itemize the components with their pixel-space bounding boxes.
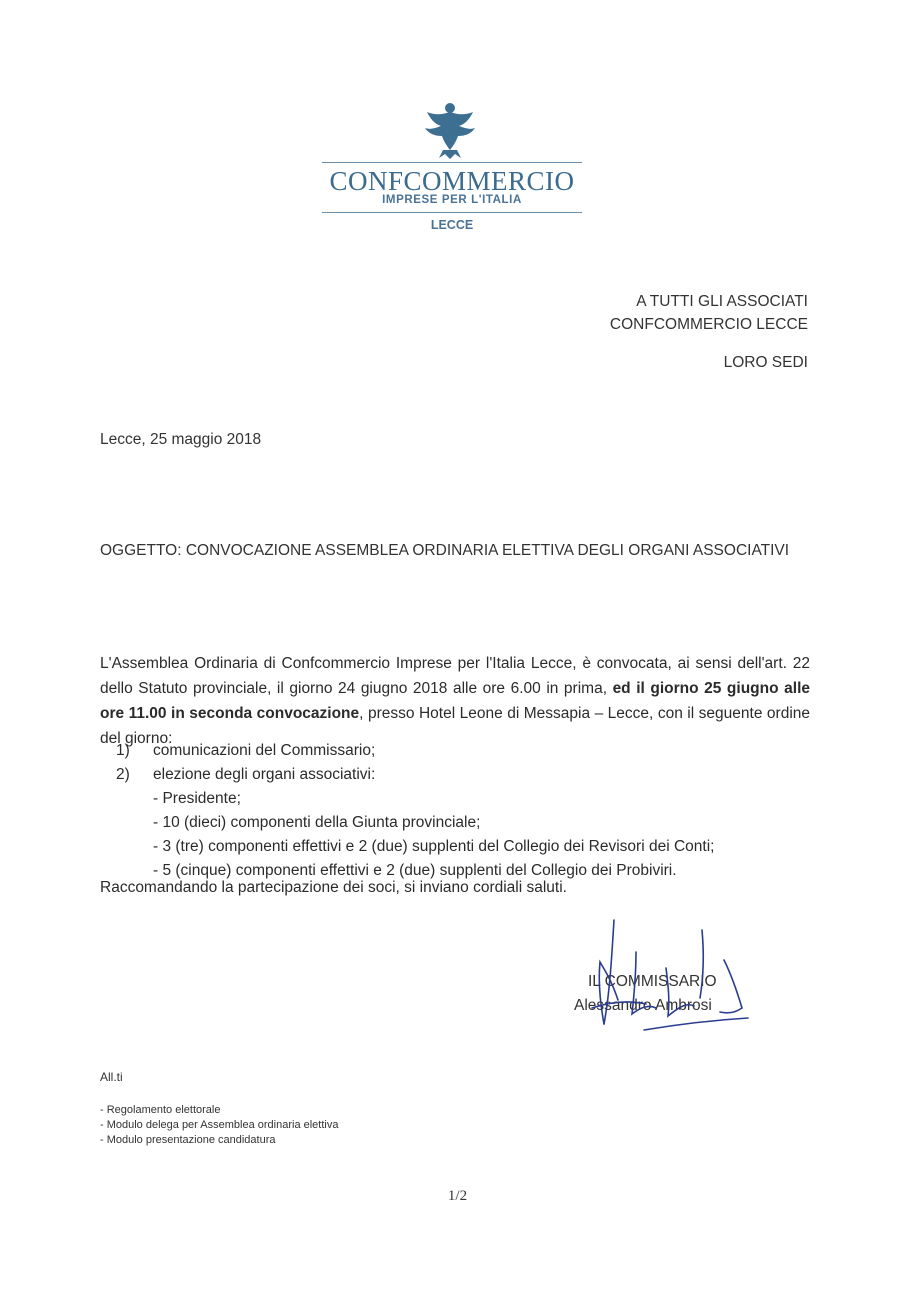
agenda-subitem-3: - 3 (tre) componenti effettivi e 2 (due) supplenti del Collegio dei Revisori dei Conti; <box>153 838 715 855</box>
agenda-item-2 <box>116 763 714 787</box>
handwritten-signature <box>570 912 760 1042</box>
agenda-item-2-text: elezione degli organi associativi: <box>153 766 376 783</box>
brand-name: CONFCOMMERCIO <box>329 166 575 196</box>
eagle-emblem-icon <box>415 98 485 160</box>
brand-city: LECCE <box>430 218 474 232</box>
attachment-item: - Modulo delega per Assemblea ordinaria elettiva <box>100 1119 339 1131</box>
recipient-line-1: A TUTTI GLI ASSOCIATI <box>636 293 808 310</box>
attachments-list <box>100 1103 338 1148</box>
letter-body <box>100 651 810 751</box>
signatory-role: IL COMMISSARIO <box>588 973 717 990</box>
agenda-item-1-number: 1) <box>116 742 130 759</box>
agenda-list <box>116 739 714 883</box>
attachment-item: - Regolamento elettorale <box>100 1104 221 1116</box>
body-text-bold: ed il giorno 25 giugno alle ore 11.00 in seconda convocazione <box>100 680 810 722</box>
letter-date: Lecce, 25 maggio 2018 <box>100 431 262 448</box>
letterhead-bottom-rule <box>322 212 582 213</box>
letter-subject: OGGETTO: CONVOCAZIONE ASSEMBLEA ORDINARIA ELETTIVA DEGLI ORGANI ASSOCIATIVI <box>100 542 790 559</box>
body-text-2: , presso Hotel Leone di Messapia – Lecce, con il seguente ordine del giorno: <box>100 705 811 747</box>
recipient-line-3: LORO SEDI <box>723 354 808 371</box>
letter-closing: Raccomandando la partecipazione dei soci, si inviano cordiali saluti. <box>100 879 567 896</box>
agenda-subitem-1: - Presidente; <box>153 790 241 807</box>
body-text-1: L'Assemblea Ordinaria di Confcommercio Imprese per l'Italia Lecce, è convocata, ai sensi dell'art. 22 dello Statuto provinciale, il giorno 24 giugno 2018 alle ore 6.00 in prima, <box>100 655 810 697</box>
agenda-item-1 <box>116 739 714 763</box>
agenda-item-1-text: comunicazioni del Commissario; <box>153 742 376 759</box>
agenda-subitem-2: - 10 (dieci) componenti della Giunta provinciale; <box>153 814 481 831</box>
recipient-line-2: CONFCOMMERCIO LECCE <box>609 316 808 333</box>
signatory-name: Alessandro Ambrosi <box>574 997 712 1014</box>
attachment-item: - Modulo presentazione candidatura <box>100 1134 276 1146</box>
agenda-item-2-number: 2) <box>116 766 130 783</box>
brand-tagline: IMPRESE PER L'ITALIA <box>382 194 522 206</box>
letterhead-top-rule <box>322 162 582 163</box>
page-number: 1/2 <box>447 1188 468 1204</box>
attachments-heading: All.ti <box>100 1070 123 1084</box>
agenda-subitem-4: - 5 (cinque) componenti effettivi e 2 (due) supplenti del Collegio dei Probiviri. <box>153 862 677 879</box>
